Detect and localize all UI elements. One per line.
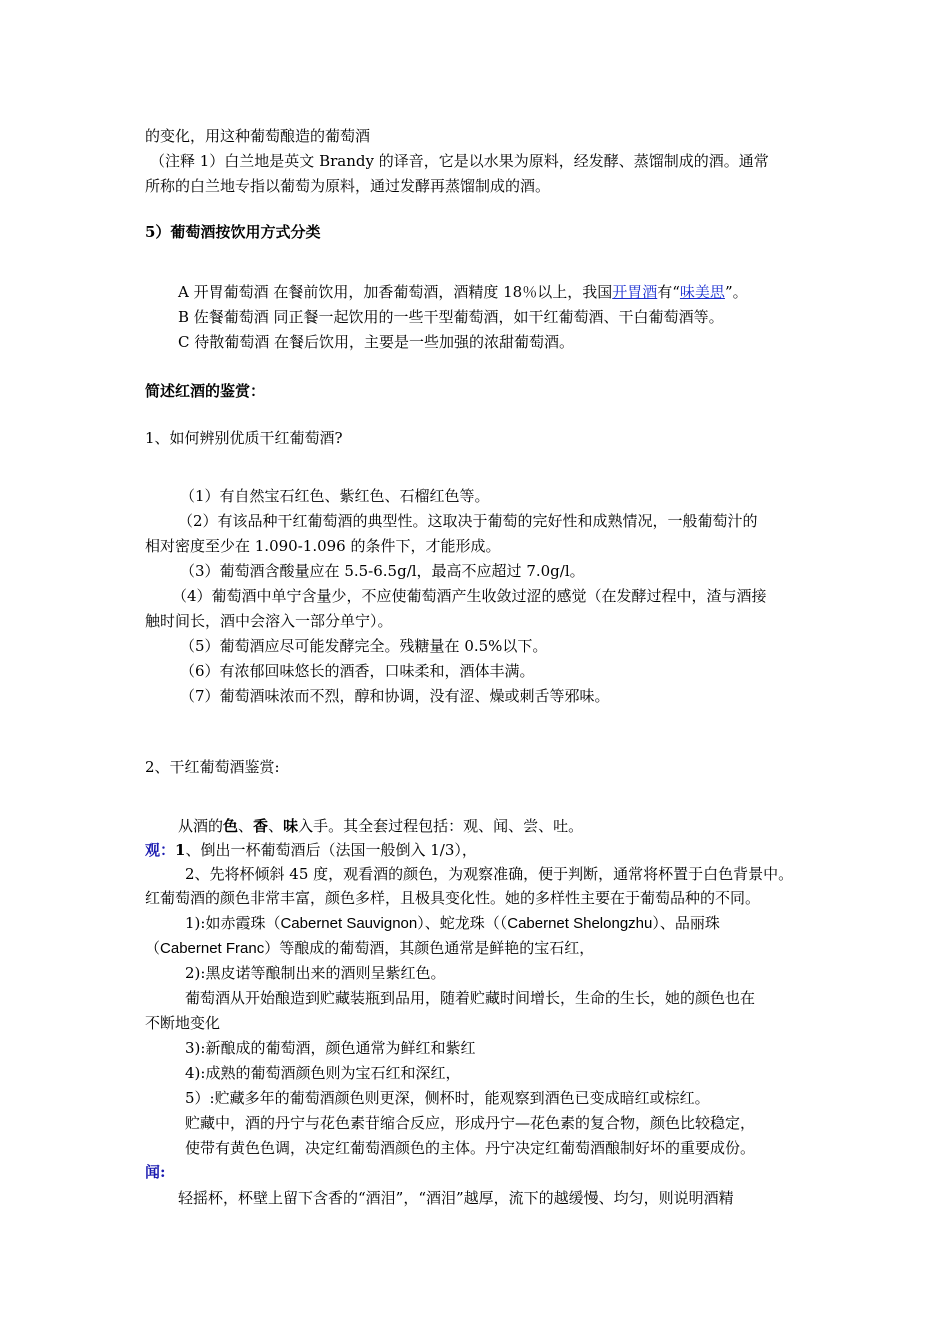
text: 、倒出一杯葡萄酒后（法国一般倒入 1/3）， [185,841,477,859]
list-item: 相对密度至少在 1.090-1.096 的条件下，才能形成。 [145,537,501,555]
section-heading: 5）葡萄酒按饮用方式分类 [145,223,321,241]
text: 入手。其全套过程包括：观、闻、尝、吐。 [298,817,584,835]
list-item: （2）有该品种干红葡萄酒的典型性。这取决于葡萄的完好性和成熟情况，一般葡萄汁的 [178,512,758,530]
text-line: 2):黑皮诺等酿制出来的酒则呈紫红色。 [185,964,446,982]
list-item: （1）有自然宝石红色、紫红色、石榴红色等。 [180,487,490,505]
question-heading: 2、干红葡萄酒鉴赏: [145,758,280,776]
text: 从酒的 [178,817,224,835]
keyword: 味 [283,817,299,835]
text-line: 红葡萄酒的颜色非常丰富，颜色多样，且极具变化性。她的多样性主要在于葡萄品种的不同。 [145,889,761,907]
text: ）等酿成的葡萄酒，其颜色通常是鲜艳的宝石红， [264,939,595,957]
wen-label: 闻: [145,1163,166,1181]
keyword: 香 [253,817,269,835]
list-item [178,282,748,302]
text-line: 使带有黄色色调，决定红葡萄酒颜色的主体。丹宁决定红葡萄酒酿制好坏的重要成份。 [185,1139,756,1157]
list-item: C 待散葡萄酒 在餐后饮用，主要是一些加强的浓甜葡萄酒。 [178,333,575,351]
text: ）、品丽珠 [652,914,720,932]
text-line: 的变化，用这种葡萄酿造的葡萄酒 [145,127,371,145]
text-line: 2、先将杯倾斜 45 度，观看酒的颜色，为观察准确，便于判断，通常将杯置于白色背景中。 [185,865,794,883]
list-item: （6）有浓郁回味悠长的酒香，口味柔和，酒体丰满。 [180,662,535,680]
text-line: 不断地变化 [145,1014,221,1032]
text: ）、蛇龙珠（（ [417,914,508,932]
varietal: Cabernet Sauvignon [280,915,418,932]
link-kaiweijiu[interactable]: 开胃酒 [612,283,658,301]
list-item: 触时间长，酒中会溶入一部分单宁）。 [145,612,393,630]
text: 1):如赤霞珠（ [185,914,281,932]
question-heading: 1、如何辨别优质干红葡萄酒? [145,429,343,447]
text: 有“ [657,283,680,301]
text-line: 贮藏中，酒的丹宁与花色素苷缩合反应，形成丹宁—花色素的复合物，颜色比较稳定， [185,1114,756,1132]
varietal: Cabernet Shelongzhu [507,915,653,932]
list-item: （7）葡萄酒味浓而不烈，醇和协调，没有涩、燥或刺舌等邪味。 [180,687,610,705]
list-item: B 佐餐葡萄酒 同正餐一起饮用的一些干型葡萄酒，如干红葡萄酒、干白葡萄酒等。 [178,308,724,326]
list-item: （4）葡萄酒中单宁含量少，不应使葡萄酒产生收敛过涩的感觉（在发酵过程中，渣与酒接 [172,587,767,605]
text-line [145,938,594,959]
guan-label: 观： [145,841,176,859]
note-line: 所称的白兰地专指以葡萄为原料，通过发酵再蒸馏制成的酒。 [145,177,551,195]
text: 、 [268,817,284,835]
varietal: Cabernet Franc [160,940,265,957]
text: ”。 [724,283,748,301]
text: 、 [238,817,254,835]
text-line [185,913,720,934]
text: A 开胃葡萄酒 在餐前饮用，加香葡萄酒，酒精度 18％以上，我国 [178,283,613,301]
note-line: （注释 1）白兰地是英文 Brandy 的译音，它是以水果为原料，经发酵、蒸馏制成的酒。通常 [150,152,769,170]
text: （ [145,939,161,957]
text-line: 葡萄酒从开始酿造到贮藏装瓶到品用，随着贮藏时间增长，生命的生长，她的颜色也在 [185,989,756,1007]
list-item: （3）葡萄酒含酸量应在 5.5-6.5g/l，最高不应超过 7.0g/l。 [180,562,585,580]
step-number: 1 [175,841,186,859]
list-item: （5）葡萄酒应尽可能发酵完全。残糖量在 0.5%以下。 [180,637,548,655]
keyword: 色 [223,817,239,835]
section-heading: 简述红酒的鉴赏： [145,382,266,400]
text-line: 5）:贮藏多年的葡萄酒颜色则更深，侧杯时，能观察到酒色已变成暗红或棕红。 [185,1089,710,1107]
text-line: 3):新酿成的葡萄酒，颜色通常为鲜红和紫红 [185,1039,476,1057]
link-weimeisi[interactable]: 味美思 [679,283,725,301]
intro-line [178,816,583,836]
guan-line [145,840,477,860]
text-line: 轻摇杯，杯壁上留下含香的“酒泪”，“酒泪”越厚，流下的越缓慢、均匀，则说明酒精 [178,1189,734,1207]
text-line: 4):成熟的葡萄酒颜色则为宝石红和深红， [185,1064,461,1082]
